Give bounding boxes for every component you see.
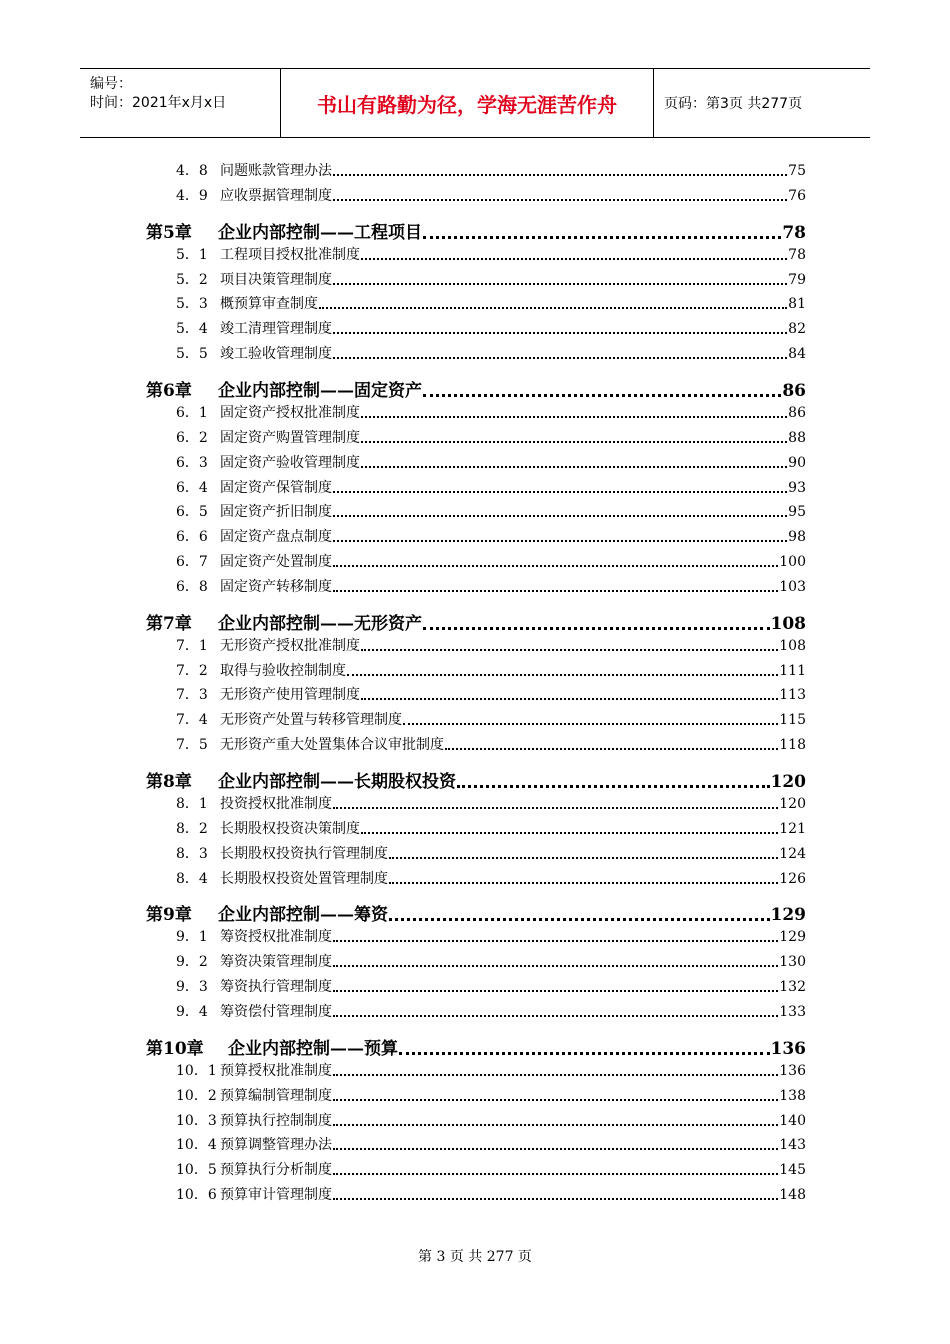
toc-page: 129 bbox=[779, 929, 806, 946]
toc-section-entry[interactable] bbox=[176, 793, 806, 815]
toc-num: 7．5 bbox=[176, 737, 208, 754]
dot-leader bbox=[333, 965, 778, 967]
toc-title: 固定资产处置制度 bbox=[220, 554, 332, 571]
toc-chapter-entry[interactable] bbox=[146, 902, 806, 928]
toc-num: 8．2 bbox=[176, 820, 208, 837]
toc-section-entry[interactable] bbox=[176, 293, 806, 315]
toc-page: 124 bbox=[779, 845, 806, 862]
toc-num: 8．3 bbox=[176, 845, 208, 862]
toc-title: 筹资执行管理制度 bbox=[220, 979, 332, 996]
toc-num: 9．2 bbox=[176, 954, 208, 971]
toc-section-entry[interactable] bbox=[176, 402, 806, 424]
toc-num: 8．4 bbox=[176, 870, 208, 887]
toc-num: 7．3 bbox=[176, 687, 208, 704]
toc-section-entry[interactable] bbox=[176, 576, 806, 598]
dot-leader bbox=[423, 394, 781, 397]
toc-title: 企业内部控制——固定资产 bbox=[218, 380, 422, 401]
toc-num: 9．3 bbox=[176, 979, 208, 996]
toc-page: 132 bbox=[779, 979, 806, 996]
toc-title: 预算执行控制制度 bbox=[220, 1112, 332, 1129]
toc-section-entry[interactable] bbox=[176, 185, 806, 207]
dot-leader bbox=[457, 785, 770, 788]
toc-section-entry[interactable] bbox=[176, 660, 806, 682]
toc-title: 企业内部控制——筹资 bbox=[218, 905, 388, 926]
toc-page: 115 bbox=[779, 712, 806, 729]
dot-leader bbox=[333, 807, 778, 809]
toc-page: 126 bbox=[779, 870, 806, 887]
dot-leader bbox=[399, 1052, 770, 1055]
toc-section-entry[interactable] bbox=[176, 1159, 806, 1181]
toc-num: 5．2 bbox=[176, 271, 208, 288]
toc-chapter-entry[interactable] bbox=[146, 1036, 806, 1062]
toc-page: 100 bbox=[779, 554, 806, 571]
toc-section-entry[interactable] bbox=[176, 1110, 806, 1132]
dot-leader bbox=[333, 1198, 778, 1200]
toc-title: 固定资产盘点制度 bbox=[220, 529, 332, 546]
dot-leader bbox=[445, 748, 778, 750]
dot-leader bbox=[361, 441, 787, 443]
dot-leader bbox=[333, 174, 787, 176]
toc-section-entry[interactable] bbox=[176, 526, 806, 548]
toc-section-entry[interactable] bbox=[176, 501, 806, 523]
toc-title: 无形资产重大处置集体合议审批制度 bbox=[220, 737, 444, 754]
toc-page: 81 bbox=[788, 296, 806, 313]
toc-num: 4．8 bbox=[176, 163, 208, 179]
toc-num: 6．8 bbox=[176, 578, 208, 595]
toc-page: 140 bbox=[779, 1112, 806, 1129]
time-label: 时间：2021年x月x日 bbox=[90, 95, 227, 111]
toc-title: 竣工验收管理制度 bbox=[220, 346, 332, 363]
toc-page: 145 bbox=[779, 1162, 806, 1179]
toc-num: 8．1 bbox=[176, 796, 208, 812]
toc-title: 应收票据管理制度 bbox=[220, 187, 332, 204]
toc-chapter-entry[interactable] bbox=[146, 378, 806, 404]
toc-title: 筹资偿付管理制度 bbox=[220, 1003, 332, 1020]
toc-title: 预算授权批准制度 bbox=[220, 1062, 332, 1079]
toc-section-entry[interactable] bbox=[176, 1085, 806, 1107]
dot-leader bbox=[333, 540, 787, 542]
toc-title: 固定资产验收管理制度 bbox=[220, 454, 360, 471]
dot-leader bbox=[389, 857, 778, 859]
toc-num: 第10章 bbox=[146, 1038, 204, 1059]
toc-page: 121 bbox=[779, 820, 806, 837]
toc-section-entry[interactable] bbox=[176, 709, 806, 731]
toc-page: 108 bbox=[779, 637, 806, 654]
toc-num: 10．6 bbox=[176, 1187, 217, 1204]
toc-section-entry[interactable] bbox=[176, 734, 806, 756]
dot-leader bbox=[333, 990, 778, 992]
toc-num: 10．1 bbox=[176, 1062, 217, 1079]
toc-page: 129 bbox=[770, 905, 806, 926]
dot-leader bbox=[361, 649, 778, 651]
toc-title: 无形资产授权批准制度 bbox=[220, 637, 360, 654]
toc-section-entry[interactable] bbox=[176, 1134, 806, 1156]
toc-page: 93 bbox=[788, 479, 806, 496]
toc-title: 固定资产转移制度 bbox=[220, 578, 332, 595]
header-page-info: 页码：第3页 共277页 bbox=[664, 96, 803, 112]
toc-section-entry[interactable] bbox=[176, 244, 806, 266]
dot-leader bbox=[423, 627, 770, 630]
toc-page: 133 bbox=[779, 1003, 806, 1020]
toc-title: 固定资产购置管理制度 bbox=[220, 429, 360, 446]
toc-section-entry[interactable] bbox=[176, 1001, 806, 1023]
dot-leader bbox=[333, 491, 787, 493]
header-meta bbox=[80, 69, 281, 137]
toc-title: 企业内部控制——长期股权投资 bbox=[218, 772, 456, 792]
toc-title: 工程项目授权批准制度 bbox=[220, 246, 360, 263]
toc-section-entry[interactable] bbox=[176, 269, 806, 291]
toc-page: 143 bbox=[779, 1137, 806, 1154]
dot-leader bbox=[361, 698, 778, 700]
toc-num: 6．4 bbox=[176, 479, 208, 496]
toc-num: 10．4 bbox=[176, 1137, 217, 1154]
toc-chapter-entry[interactable] bbox=[146, 220, 806, 246]
dot-leader bbox=[333, 357, 787, 359]
toc-page: 82 bbox=[788, 321, 806, 338]
toc-title: 概预算审查制度 bbox=[220, 296, 318, 313]
dot-leader bbox=[389, 882, 778, 884]
dot-leader bbox=[333, 565, 778, 567]
toc-title: 竣工清理管理制度 bbox=[220, 321, 332, 338]
toc-title: 企业内部控制——无形资产 bbox=[218, 613, 422, 634]
toc-num: 7．4 bbox=[176, 712, 208, 729]
toc-title: 投资授权批准制度 bbox=[220, 796, 332, 812]
toc-num: 6．3 bbox=[176, 454, 208, 471]
page-header bbox=[80, 68, 870, 138]
toc-page: 90 bbox=[788, 454, 806, 471]
toc-title: 固定资产保管制度 bbox=[220, 479, 332, 496]
dot-leader bbox=[423, 236, 781, 239]
dot-leader bbox=[389, 918, 770, 921]
dot-leader bbox=[333, 1148, 778, 1150]
toc-page: 88 bbox=[788, 429, 806, 446]
toc-num: 10．2 bbox=[176, 1087, 217, 1104]
toc-title: 筹资决策管理制度 bbox=[220, 954, 332, 971]
toc-page: 75 bbox=[788, 163, 806, 179]
toc-title: 预算调整管理办法 bbox=[220, 1137, 332, 1154]
dot-leader bbox=[333, 1124, 778, 1126]
toc-num: 5．5 bbox=[176, 346, 208, 363]
dot-leader bbox=[333, 1015, 778, 1017]
toc-num: 第5章 bbox=[146, 222, 192, 243]
toc-page: 78 bbox=[788, 246, 806, 263]
toc-chapter-entry[interactable] bbox=[146, 611, 806, 637]
toc-num: 第8章 bbox=[146, 772, 192, 792]
dot-leader bbox=[361, 416, 787, 418]
toc-num: 5．3 bbox=[176, 296, 208, 313]
dot-leader bbox=[361, 466, 787, 468]
toc-section-entry[interactable] bbox=[176, 868, 806, 890]
toc-title: 企业内部控制——预算 bbox=[228, 1038, 398, 1059]
dot-leader bbox=[333, 199, 787, 201]
toc-title: 取得与验收控制制度 bbox=[220, 662, 346, 679]
toc-page: 138 bbox=[779, 1087, 806, 1104]
toc-num: 6．6 bbox=[176, 529, 208, 546]
toc-section-entry[interactable] bbox=[176, 635, 806, 657]
toc-title: 无形资产使用管理制度 bbox=[220, 687, 360, 704]
toc-num: 第9章 bbox=[146, 905, 192, 926]
toc-title: 预算编制管理制度 bbox=[220, 1087, 332, 1104]
toc-num: 5．1 bbox=[176, 246, 208, 263]
toc-title: 长期股权投资执行管理制度 bbox=[220, 845, 388, 862]
page-footer: 第 3 页 共 277 页 bbox=[418, 1249, 532, 1265]
toc-num: 5．4 bbox=[176, 321, 208, 338]
toc-section-entry[interactable] bbox=[176, 343, 806, 365]
toc-title: 长期股权投资处置管理制度 bbox=[220, 870, 388, 887]
toc-title: 固定资产折旧制度 bbox=[220, 504, 332, 521]
toc-section-entry[interactable] bbox=[176, 427, 806, 449]
toc-title: 项目决策管理制度 bbox=[220, 271, 332, 288]
toc-section-entry[interactable] bbox=[176, 926, 806, 948]
toc-num: 6．1 bbox=[176, 404, 208, 421]
toc-title: 长期股权投资决策制度 bbox=[220, 820, 360, 837]
dot-leader bbox=[333, 1173, 778, 1175]
toc-section-entry[interactable] bbox=[176, 818, 806, 840]
dot-leader bbox=[319, 307, 787, 309]
toc-section-entry[interactable] bbox=[176, 452, 806, 474]
toc-title: 预算执行分析制度 bbox=[220, 1162, 332, 1179]
toc-page: 120 bbox=[779, 796, 806, 812]
toc-num: 6．5 bbox=[176, 504, 208, 521]
dot-leader bbox=[333, 332, 787, 334]
toc-num: 10．3 bbox=[176, 1112, 217, 1129]
header-motto: 书山有路勤为径，学海无涯苦作舟 bbox=[281, 69, 654, 137]
toc-page: 76 bbox=[788, 187, 806, 204]
toc-section-entry[interactable] bbox=[176, 318, 806, 340]
toc-section-entry[interactable] bbox=[176, 551, 806, 573]
toc-chapter-entry[interactable] bbox=[146, 769, 806, 795]
toc-section-entry[interactable] bbox=[176, 843, 806, 865]
toc-section-entry[interactable] bbox=[176, 684, 806, 706]
toc-page: 120 bbox=[770, 772, 806, 792]
dot-leader bbox=[333, 515, 787, 517]
toc-page: 86 bbox=[782, 380, 806, 401]
toc-num: 第7章 bbox=[146, 613, 192, 634]
toc-num: 第6章 bbox=[146, 380, 192, 401]
dot-leader bbox=[333, 940, 778, 942]
toc-page: 98 bbox=[788, 529, 806, 546]
toc-page: 113 bbox=[779, 687, 806, 704]
toc-page: 148 bbox=[779, 1187, 806, 1204]
toc-page: 84 bbox=[788, 346, 806, 363]
toc-page: 136 bbox=[779, 1062, 806, 1079]
toc-page: 95 bbox=[788, 504, 806, 521]
dot-leader bbox=[361, 258, 787, 260]
toc-section-entry[interactable] bbox=[176, 160, 806, 182]
toc-page: 108 bbox=[770, 613, 806, 634]
toc-page: 79 bbox=[788, 271, 806, 288]
dot-leader bbox=[333, 1074, 778, 1076]
toc-section-entry[interactable] bbox=[176, 1184, 806, 1206]
toc-num: 4．9 bbox=[176, 187, 208, 204]
toc-section-entry[interactable] bbox=[176, 477, 806, 499]
toc-num: 9．4 bbox=[176, 1003, 208, 1020]
toc-section-entry[interactable] bbox=[176, 951, 806, 973]
toc-page: 78 bbox=[782, 222, 806, 243]
dot-leader bbox=[333, 590, 778, 592]
toc-page: 103 bbox=[779, 578, 806, 595]
toc-num: 6．2 bbox=[176, 429, 208, 446]
toc-page: 118 bbox=[779, 737, 806, 754]
toc-page: 111 bbox=[779, 662, 806, 679]
toc-title: 企业内部控制——工程项目 bbox=[218, 222, 422, 243]
toc-title: 无形资产处置与转移管理制度 bbox=[220, 712, 402, 729]
dot-leader bbox=[333, 1099, 778, 1101]
dot-leader bbox=[361, 832, 778, 834]
toc-page: 86 bbox=[788, 404, 806, 421]
dot-leader bbox=[333, 283, 787, 285]
toc-num: 7．1 bbox=[176, 637, 208, 654]
toc-num: 7．2 bbox=[176, 662, 208, 679]
toc-num: 6．7 bbox=[176, 554, 208, 571]
number-label: 编号： bbox=[90, 76, 132, 92]
toc-page: 130 bbox=[779, 954, 806, 971]
toc-num: 10．5 bbox=[176, 1162, 217, 1179]
toc-page: 136 bbox=[770, 1038, 806, 1059]
toc-title: 固定资产授权批准制度 bbox=[220, 404, 360, 421]
toc-num: 9．1 bbox=[176, 929, 208, 946]
toc-title: 筹资授权批准制度 bbox=[220, 929, 332, 946]
toc-title: 预算审计管理制度 bbox=[220, 1187, 332, 1204]
dot-leader bbox=[403, 723, 778, 725]
toc-section-entry[interactable] bbox=[176, 1060, 806, 1082]
dot-leader bbox=[347, 674, 778, 676]
toc-section-entry[interactable] bbox=[176, 976, 806, 998]
toc-title: 问题账款管理办法 bbox=[220, 163, 332, 179]
